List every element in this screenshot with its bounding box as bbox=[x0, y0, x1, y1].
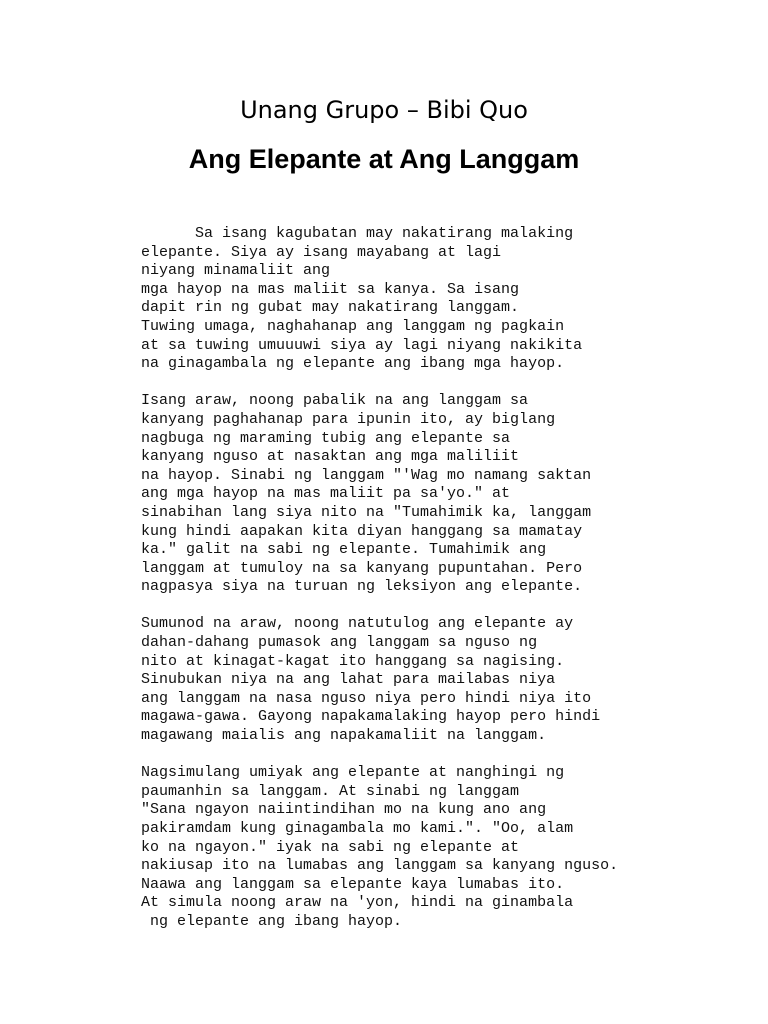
text-line: nagbuga ng maraming tubig ang elepante sa bbox=[141, 429, 511, 447]
text-line: na hayop. Sinabi ng langgam "'Wag mo namang saktan bbox=[141, 466, 592, 484]
text-line: na ginagambala ng elepante ang ibang mga hayop. bbox=[141, 355, 565, 373]
text-line: Naawa ang langgam sa elepante kaya lumabas ito. bbox=[141, 875, 565, 893]
text-line: sinabihan lang siya nito na "Tumahimik ka, langgam bbox=[141, 503, 592, 521]
text-line: kanyang paghahanap para ipunin ito, ay biglang bbox=[141, 410, 556, 428]
text-line: "Sana ngayon naiintindihan mo na kung ano ang bbox=[141, 801, 547, 819]
story-body bbox=[141, 225, 741, 950]
text-line: magawang maialis ang napakamaliit na langgam. bbox=[141, 727, 547, 745]
text-line: At simula noong araw na 'yon, hindi na ginambala bbox=[141, 894, 574, 912]
text-line: magawa-gawa. Gayong napakamalaking hayop pero hindi bbox=[141, 708, 601, 726]
paragraph-2 bbox=[141, 392, 741, 597]
text-line: niyang minamaliit ang bbox=[141, 262, 331, 280]
text-line: elepante. Siya ay isang mayabang at lagi bbox=[141, 243, 502, 261]
paragraph-1 bbox=[141, 225, 741, 374]
text-line: kung hindi aapakan kita diyan hanggang sa mamatay bbox=[141, 522, 583, 540]
paragraph-4 bbox=[141, 764, 741, 931]
text-line: Isang araw, noong pabalik na ang langgam sa bbox=[141, 392, 529, 410]
text-line: kanyang nguso at nasaktan ang mga maliliit bbox=[141, 448, 520, 466]
paragraph-3 bbox=[141, 615, 741, 745]
text-line: Sumunod na araw, noong natutulog ang elepante ay bbox=[141, 615, 574, 633]
text-line: mga hayop na mas maliit sa kanya. Sa isang bbox=[141, 280, 520, 298]
text-line: at sa tuwing umuuuwi siya ay lagi niyang nakikita bbox=[141, 336, 583, 354]
text-line: Sinubukan niya na ang lahat para mailabas niya bbox=[141, 671, 556, 689]
text-line: langgam at tumuloy na sa kanyang pupuntahan. Pero bbox=[141, 559, 583, 577]
text-line: ko na ngayon." iyak na sabi ng elepante at bbox=[141, 838, 520, 856]
text-line: Sa isang kagubatan may nakatirang malaking bbox=[141, 225, 574, 242]
text-line: nakiusap ito na lumabas ang langgam sa kanyang nguso. bbox=[141, 857, 619, 875]
text-line: nagpasya siya na turuan ng leksiyon ang elepante. bbox=[141, 578, 583, 596]
group-heading: Unang Grupo – Bibi Quo bbox=[240, 96, 528, 124]
text-line: ang langgam na nasa nguso niya pero hindi niya ito bbox=[141, 689, 592, 707]
text-line: paumanhin sa langgam. At sinabi ng langgam bbox=[141, 782, 520, 800]
text-line: nito at kinagat-kagat ito hanggang sa nagising. bbox=[141, 652, 565, 670]
text-line: ang mga hayop na mas maliit pa sa'yo." at bbox=[141, 485, 511, 503]
text-line: ng elepante ang ibang hayop. bbox=[141, 912, 403, 930]
text-line: ka." galit na sabi ng elepante. Tumahimik ang bbox=[141, 541, 547, 559]
text-line: Nagsimulang umiyak ang elepante at nanghingi ng bbox=[141, 764, 565, 782]
text-line: dahan-dahang pumasok ang langgam sa nguso ng bbox=[141, 634, 538, 652]
text-line: dapit rin ng gubat may nakatirang langgam. bbox=[141, 299, 520, 317]
text-line: pakiramdam kung ginagambala mo kami.". "Oo, alam bbox=[141, 820, 574, 837]
text-line: Tuwing umaga, naghahanap ang langgam ng pagkain bbox=[141, 317, 565, 335]
story-title: Ang Elepante at Ang Langgam bbox=[188, 144, 580, 174]
